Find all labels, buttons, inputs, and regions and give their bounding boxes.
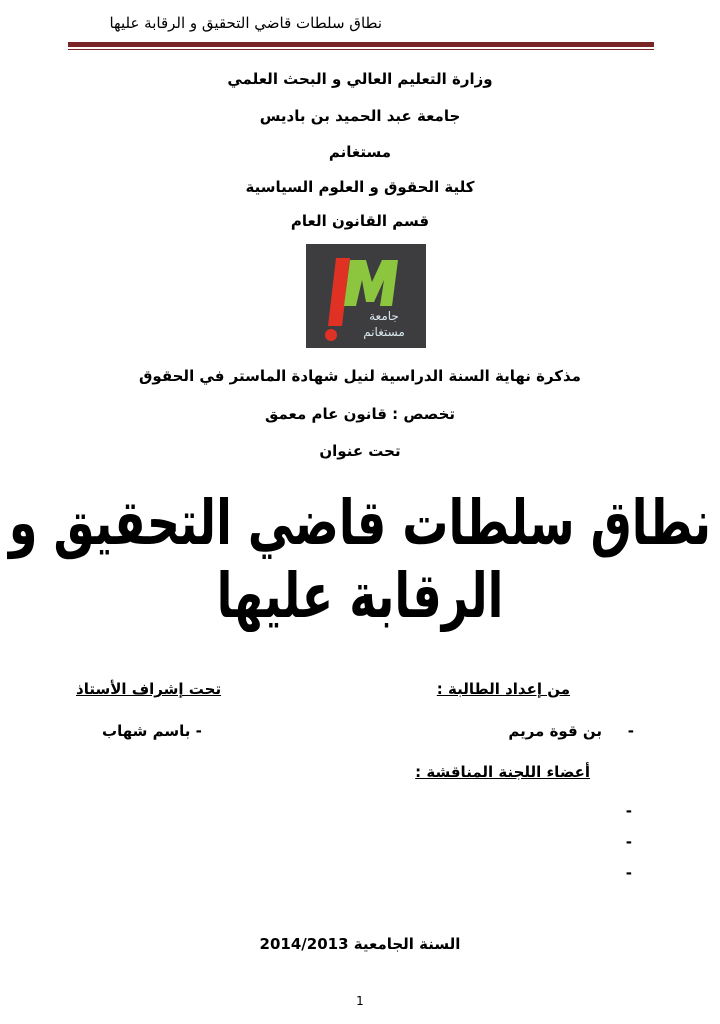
supervisor-label: تحت إشراف الأستاذ: [76, 680, 222, 698]
university-logo-graphic: [306, 244, 426, 348]
thesis-under-title: تحت عنوان: [319, 442, 401, 460]
student-dash: -: [627, 722, 634, 740]
header-rule-thick: [68, 42, 654, 47]
university-logo: [306, 244, 426, 348]
committee-label: أعضاء اللجنة المناقشة :: [415, 763, 590, 781]
thesis-description: مذكرة نهاية السنة الدراسية لنيل شهادة الماستر في الحقوق: [139, 367, 581, 385]
committee-member-dash-2: -: [625, 833, 632, 851]
academic-year: السنة الجامعية 2014/2013: [259, 935, 461, 953]
committee-member-dash-3: -: [625, 864, 632, 882]
header-rule-thin: [68, 49, 654, 50]
page-number: 1: [356, 994, 364, 1008]
faculty-name: كلية الحقوق و العلوم السياسية: [245, 178, 475, 196]
thesis-specialization: تخصص : قانون عام معمق: [264, 405, 456, 423]
department-name: قسم القانون العام: [290, 212, 430, 230]
svg-text:جامعة: جامعة: [369, 309, 399, 323]
thesis-title: نطاق سلطات قاضي التحقيق و الرقابة عليها: [8, 486, 712, 632]
committee-member-dash-1: -: [625, 802, 632, 820]
student-label: من إعداد الطالبة :: [436, 680, 570, 698]
ministry-name: وزارة التعليم العالي و البحث العلمي: [227, 70, 493, 88]
university-name: جامعة عبد الحميد بن باديس: [259, 107, 461, 125]
supervisor-name: - باسم شهاب: [102, 722, 202, 740]
student-name: بن قوة مريم: [508, 722, 602, 740]
city-name: مستغانم: [328, 143, 392, 161]
running-header-title: نطاق سلطات قاضي التحقيق و الرقابة عليها: [109, 14, 382, 32]
svg-text:مستغانم: مستغانم: [363, 325, 405, 339]
